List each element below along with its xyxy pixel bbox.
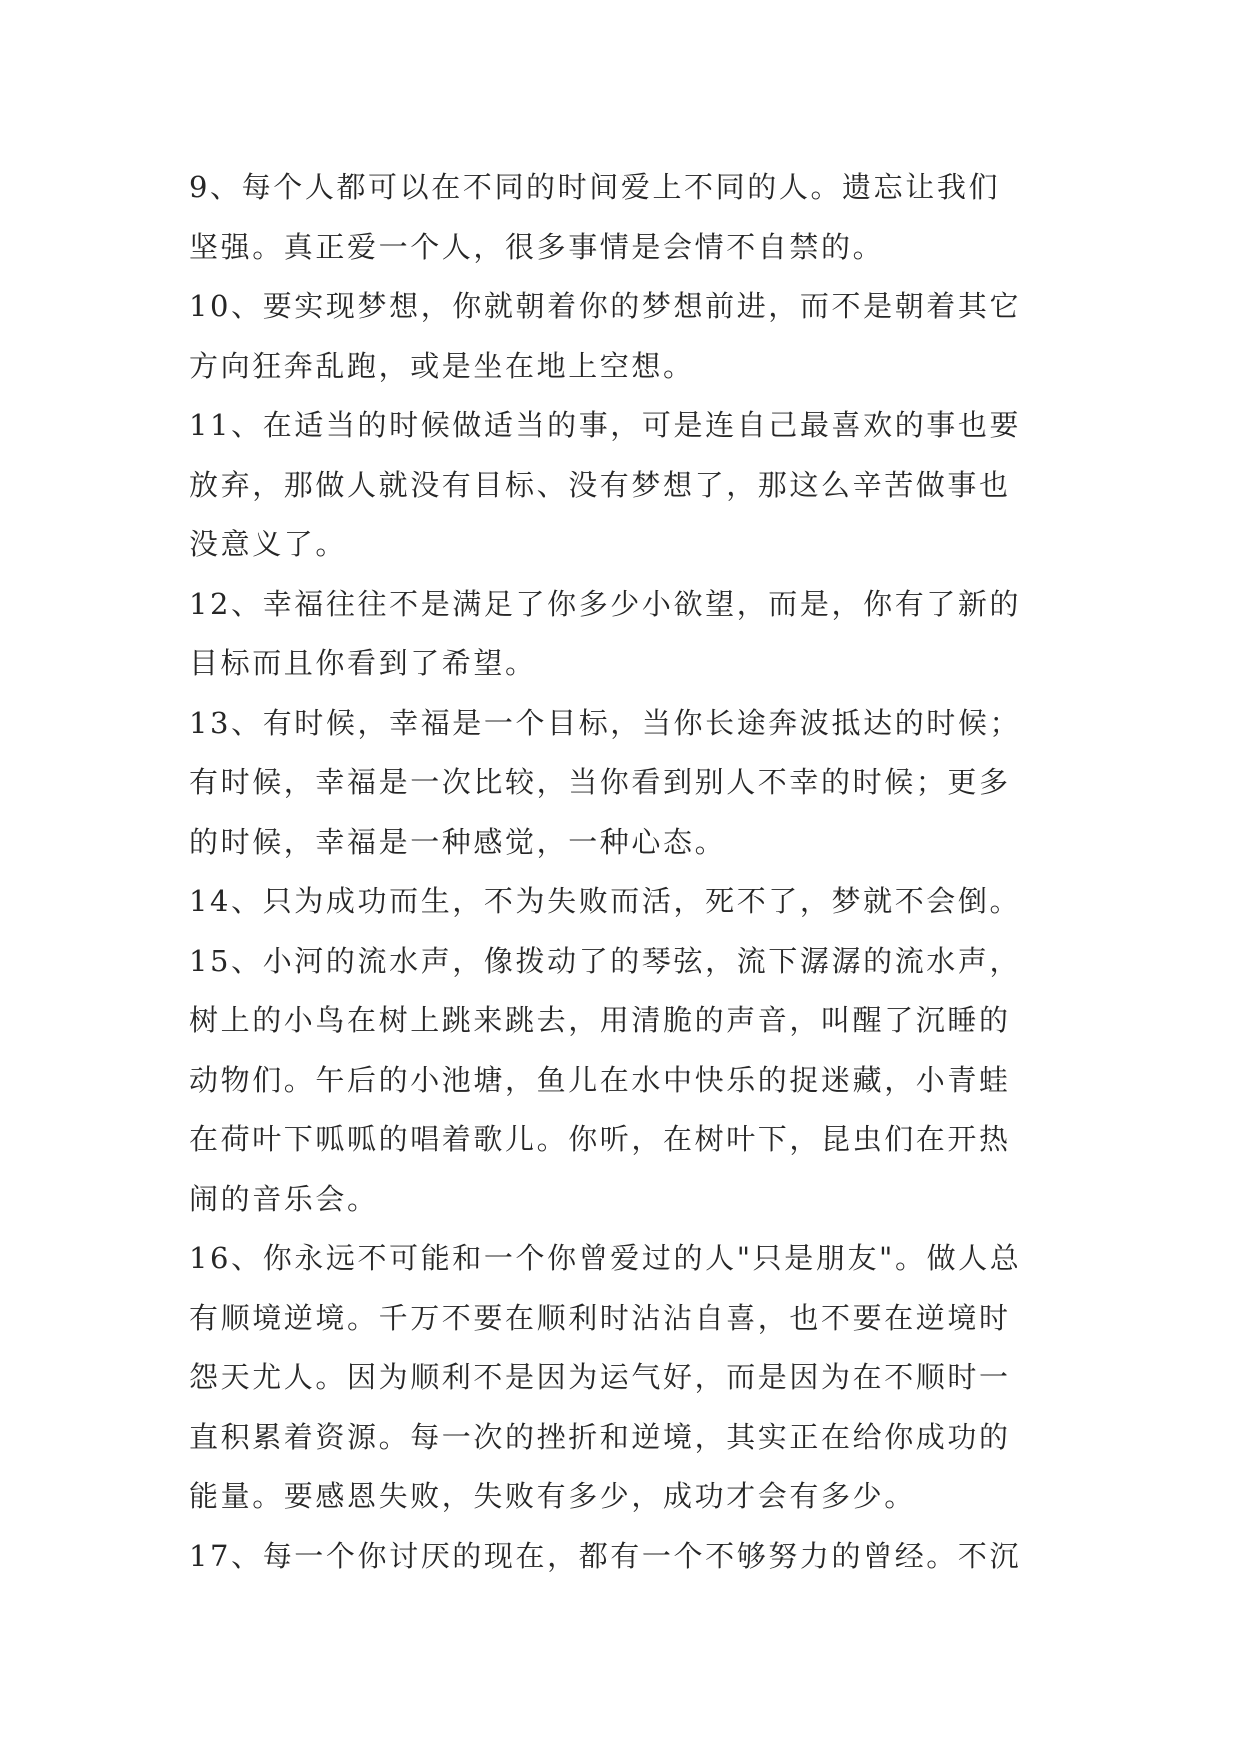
text-line: 15、小河的流水声，像拨动了的琴弦，流下潺潺的流水声， [189, 943, 1022, 978]
document-body [189, 158, 1059, 1586]
text-line: 坚强。真正爱一个人，很多事情是会情不自禁的。 [189, 229, 885, 264]
text-line: 12、幸福往往不是满足了你多少小欲望，而是，你有了新的 [189, 586, 1022, 621]
text-line: 17、每一个你讨厌的现在，都有一个不够努力的曾经。不沉 [189, 1538, 1022, 1573]
text-line: 闹的音乐会。 [189, 1181, 379, 1216]
text-line: 11、在适当的时候做适当的事，可是连自己最喜欢的事也要 [189, 408, 1022, 442]
text-line: 目标而且你看到了希望。 [189, 646, 537, 680]
text-line: 有顺境逆境。千万不要在顺利时沾沾自喜，也不要在逆境时 [189, 1300, 1011, 1335]
text-line: 没意义了。 [189, 527, 348, 561]
text-line: 树上的小鸟在树上跳来跳去，用清脆的声音，叫醒了沉睡的 [189, 1003, 1011, 1037]
text-line: 方向狂奔乱跑，或是坐在地上空想。 [189, 348, 695, 383]
text-line: 14、只为成功而生，不为失败而活，死不了，梦就不会倒。 [189, 884, 1022, 918]
text-line: 的时候，幸福是一种感觉，一种心态。 [189, 824, 727, 859]
text-line: 10、要实现梦想，你就朝着你的梦想前进，而不是朝着其它 [189, 289, 1022, 323]
text-line: 动物们。午后的小池塘，鱼儿在水中快乐的捉迷藏，小青蛙 [189, 1062, 1011, 1097]
text-line: 在荷叶下呱呱的唱着歌儿。你听，在树叶下，昆虫们在开热 [189, 1122, 1011, 1156]
text-line: 有时候，幸福是一次比较，当你看到别人不幸的时候；更多 [189, 765, 1011, 799]
text-line: 13、有时候，幸福是一个目标，当你长途奔波抵达的时候； [189, 705, 1022, 740]
text-line: 直积累着资源。每一次的挫折和逆境，其实正在给你成功的 [189, 1419, 1011, 1454]
text-line: 9、每个人都可以在不同的时间爱上不同的人。遗忘让我们 [189, 170, 1001, 204]
text-line: 怨天尤人。因为顺利不是因为运气好，而是因为在不顺时一 [189, 1360, 1011, 1394]
text-line: 16、你永远不可能和一个你曾爱过的人"只是朋友"。做人总 [189, 1241, 1022, 1275]
text-line: 放弃，那做人就没有目标、没有梦想了，那这么辛苦做事也 [189, 467, 1011, 502]
text-line: 能量。要感恩失败，失败有多少，成功才会有多少。 [189, 1479, 916, 1513]
